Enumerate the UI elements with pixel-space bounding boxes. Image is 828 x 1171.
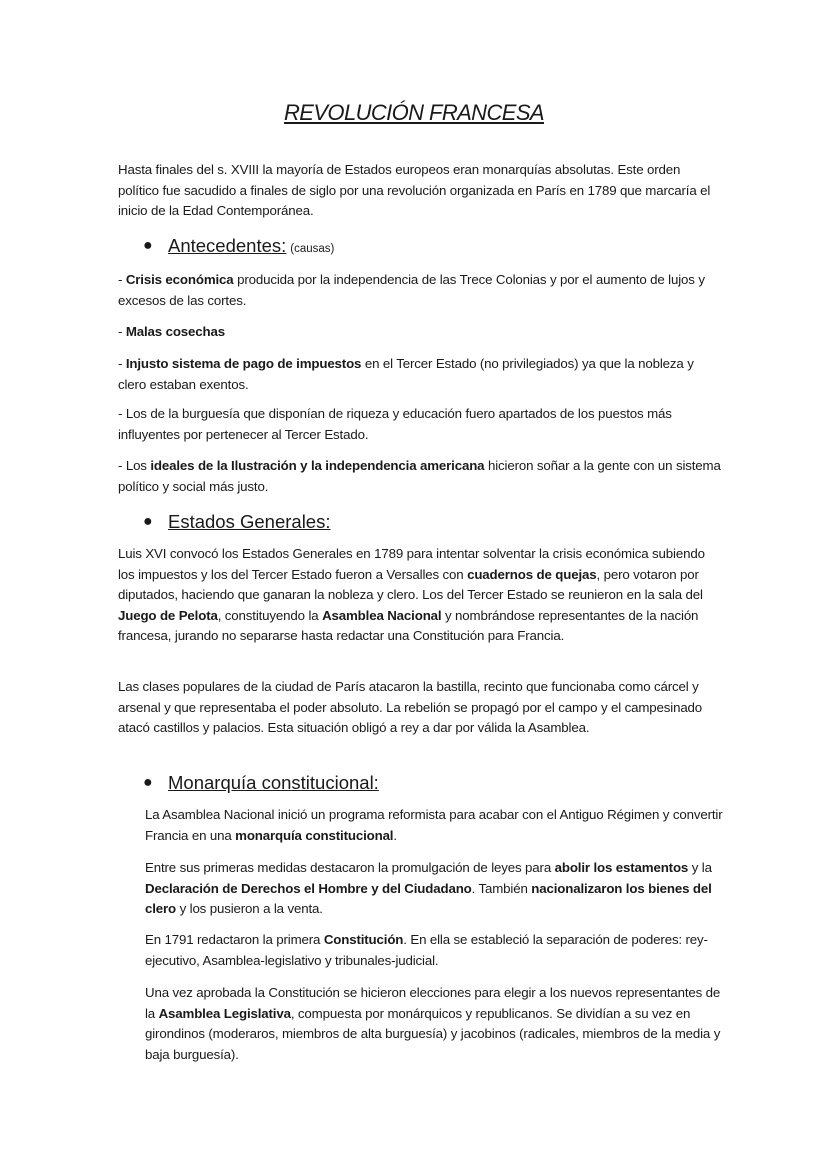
text: - xyxy=(118,356,126,371)
bold-text: Asamblea Nacional xyxy=(322,607,442,623)
bold-text: nacionalizaron los bienes del clero xyxy=(145,880,712,916)
text: y la xyxy=(688,860,712,875)
bold-text: ideales de la Ilustración y la independencia americana xyxy=(150,458,485,473)
bold-text: Crisis económica xyxy=(125,272,234,287)
paragraph xyxy=(145,805,725,846)
text: Entre sus primeras medidas destacaron la promulgación de leyes para xyxy=(145,860,555,875)
heading-text: Antecedentes: (causas) xyxy=(168,233,334,262)
text: hicieron soñar a la gente con un sistema político y social más justo. xyxy=(118,458,721,494)
heading-text: Estados Generales: xyxy=(168,511,331,532)
text: . En ella se estableció la separación de poderes: rey-ejecutivo, Asamblea-legislativo y tribunales-judicial. xyxy=(145,932,708,968)
paragraph xyxy=(118,456,722,497)
text: - xyxy=(118,324,126,339)
bullet-icon: ● xyxy=(143,513,153,530)
text: y los pusieron a la venta. xyxy=(176,901,323,916)
text: Hasta finales del s. XVIII la mayoría de Estados europeos eran monarquías absolutas. Este orden político fue sacudido a finales de siglo por una revolución organizada en París en 1789 que marcaría el inicio de la Edad Contemporánea. xyxy=(118,162,711,218)
text: . xyxy=(393,827,397,843)
paragraph xyxy=(145,858,725,920)
text: . También xyxy=(471,880,532,896)
bold-text: cuadernos de quejas xyxy=(467,566,597,582)
text: en el Tercer Estado (no privilegiados) ya que la nobleza y clero estaban exentos. xyxy=(118,356,694,392)
heading-text: Monarquía constitucional: xyxy=(168,772,379,793)
text: Una vez aprobada la Constitución se hicieron elecciones para elegir a los nuevos representantes de la xyxy=(145,985,721,1021)
paragraph xyxy=(118,270,722,311)
bold-text: Constitución xyxy=(323,932,404,947)
bold-text: monarquía constitucional xyxy=(235,827,394,843)
bold-text: Juego de Pelota xyxy=(118,607,218,623)
text: , pero votaron por diputados, haciendo que ganaran la nobleza y clero. Los del Tercer Estado se reunieron en la sala del xyxy=(118,566,703,602)
bullet-icon: ● xyxy=(143,774,153,791)
heading-note: (causas) xyxy=(290,243,335,255)
bold-text: Injusto sistema de pago de impuestos xyxy=(125,356,362,371)
text: La Asamblea Nacional inició un programa reformista para acabar con el Antiguo Régimen y convertir Francia en una xyxy=(145,807,723,843)
intro-paragraph xyxy=(118,160,722,222)
text: y nombrándose representantes de la nación francesa, jurando no separarse hasta redactar una Constitución para Francia. xyxy=(118,607,699,643)
text: , compuesta por monárquicos y republicanos. Se dividían a su vez en girondinos (moderaros, miembros de alta burguesía) y jacobinos (radicales, miembros de la media y baja burguesía). xyxy=(145,1005,721,1062)
paragraph xyxy=(118,322,722,343)
text: producida por la independencia de las Trece Colonias y por el aumento de lujos y excesos de las cortes. xyxy=(118,272,705,308)
bold-text: abolir los estamentos xyxy=(554,860,689,875)
text: - Los de la burguesía que disponían de riqueza y educación fuero apartados de los puestos más influyentes por pertenecer al Tercer Estado. xyxy=(118,406,672,442)
text: Las clases populares de la ciudad de París atacaron la bastilla, recinto que funcionaba como cárcel y arsenal y que representaba el poder absoluto. La rebelión se propagó por el campo y el campesinado atacó castillos y palacios. Esta situación obligó a rey a dar por válida la Asamblea. xyxy=(118,679,703,735)
paragraph xyxy=(118,354,722,395)
text: En 1791 redactaron la primera xyxy=(145,932,324,947)
paragraph xyxy=(145,983,725,1065)
paragraph xyxy=(118,677,722,739)
bullet-icon: ● xyxy=(143,237,153,254)
document-title: REVOLUCIÓN FRANCESA xyxy=(284,100,544,125)
paragraph xyxy=(145,930,725,971)
bold-text: Malas cosechas xyxy=(125,324,225,339)
bold-text: Declaración de Derechos el Hombre y del Ciudadano xyxy=(145,880,472,896)
text: - Los xyxy=(118,458,151,473)
text: , constituyendo la xyxy=(217,607,323,623)
text: Luis XVI convocó los Estados Generales en 1789 para intentar solventar la crisis económica subiendo los impuestos y los del Tercer Estado fueron a Versalles con xyxy=(118,546,705,582)
bold-text: Asamblea Legislativa xyxy=(158,1005,291,1021)
paragraph xyxy=(118,404,722,445)
paragraph xyxy=(118,544,722,647)
text: - xyxy=(118,272,126,287)
